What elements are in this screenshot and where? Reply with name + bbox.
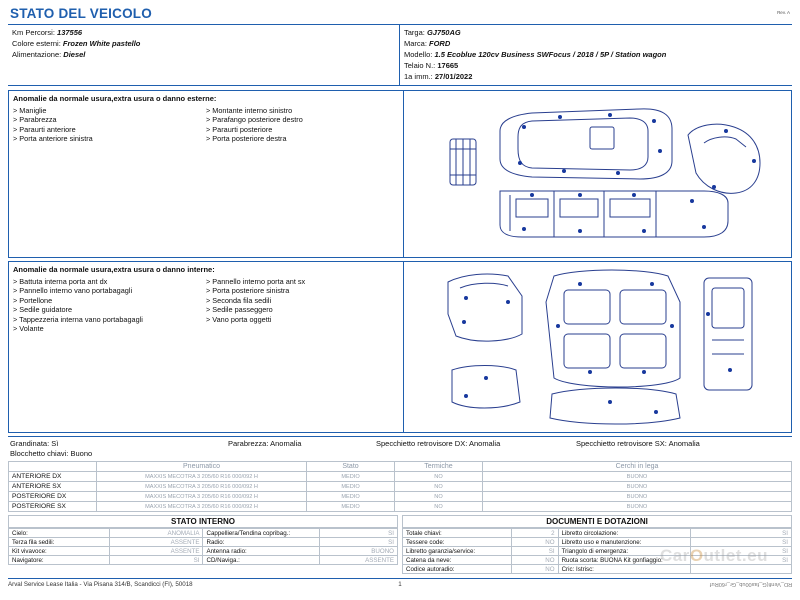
table-row: Navigatore: SI CD/Naviga.: ASSENTE [9, 556, 398, 565]
list-item: > Battuta interna porta ant dx [13, 277, 206, 286]
list-item: > Paraurti posteriore [206, 125, 399, 134]
ruota-scorta-cell: Ruota scorta: BUONA Kit gonfiaggio: [558, 556, 690, 565]
list-item: > Porta anteriore sinistra [13, 134, 206, 143]
documents-title: DOCUMENTI E DOTAZIONI [402, 515, 792, 528]
interior-status-section [8, 515, 398, 574]
note-grandinata: Grandinata: Sì [10, 439, 59, 448]
list-item: > Sedile passeggero [206, 305, 399, 314]
table-row: POSTERIORE DX MAXXIS MECOTRA 3 205/60 R16 000/092 H MEDIO NO BUONO [9, 492, 792, 502]
header-right-column [400, 25, 792, 85]
list-item: > Volante [13, 324, 206, 333]
table-row: Kit vivavoce: ASSENTE Antenna radio: BUONO [9, 547, 398, 556]
interior-status-title: STATO INTERNO [8, 515, 398, 528]
field-alimentazione: Alimentazione: Diesel [12, 50, 86, 59]
field-colore: Colore esterni: Frozen White pastello [12, 39, 141, 48]
list-item: > Maniglie [13, 106, 206, 115]
internal-anomalies-col2 [206, 277, 399, 333]
note-retrovisore-dx: Specchietto retrovisore DX: Anomalia [376, 439, 501, 448]
interior-left-panel [448, 274, 522, 341]
list-item: > Sedile guidatore [13, 305, 206, 314]
table-row: Tessere code: NO Libretto uso e manutenzione: SI [403, 538, 792, 547]
dashboard-view [550, 388, 680, 424]
tyres-th-termiche: Termiche [395, 462, 483, 472]
side-view-vehicle [500, 191, 728, 237]
table-row: Codice autoradio: NO Cric: Istrisc: [403, 565, 792, 574]
car-interior-svg [404, 262, 782, 432]
document-page [8, 4, 792, 588]
table-row: Totale chiavi: 2 Libretto circolazione: SI [403, 529, 792, 538]
list-item: > Parafango posteriore destro [206, 115, 399, 124]
table-row: Cielo: ANOMALIA Cappelliera/Tendina copribag.: SI [9, 529, 398, 538]
internal-vehicle-diagram [404, 262, 791, 432]
rear-view-vehicle [688, 124, 760, 193]
external-vehicle-diagram [404, 91, 791, 257]
page-title: STATO DEL VEICOLO [10, 6, 152, 21]
table-row: Catena da neve: NO Ruota scorta: BUONA Kit gonfiaggio: SI [403, 556, 792, 565]
cabin-top-view [546, 270, 680, 387]
field-modello: Modello: 1.5 Ecoblue 120cv Business SWFocus / 2018 / 5P / Station wagon [404, 50, 667, 59]
documents-table [402, 528, 792, 574]
boot-panel-view [704, 278, 752, 390]
field-targa: Targa: GJ750AG [404, 28, 461, 37]
tyres-table [8, 461, 792, 512]
footer-code: RD_Venfi(G_fas00ub_Gr_r60Ruf [709, 581, 792, 587]
revision-label: Rev. A [777, 10, 790, 15]
header-left-column [8, 25, 400, 85]
tyres-header-row [9, 462, 792, 472]
interior-status-table [8, 528, 398, 565]
cric-cell: Cric: Istrisc: [558, 565, 690, 574]
list-item: > Paraurti anteriore [13, 125, 206, 134]
list-item: > Pannello interno porta ant sx [206, 277, 399, 286]
watermark: CarOutlet.eu [659, 546, 768, 565]
field-km: Km Percorsi: 137556 [12, 28, 83, 37]
external-anomalies-col1 [13, 106, 206, 144]
external-anomalies-title: Anomalie da normale usura,extra usura o danno esterne: [13, 94, 217, 103]
table-row: Libretto garanzia/service: SI Triangolo di emergenza: SI [403, 547, 792, 556]
panels-container [8, 90, 792, 433]
tyres-th-blank [9, 462, 97, 472]
internal-anomalies-list [9, 262, 404, 432]
table-row: ANTERIORE SX MAXXIS MECOTRA 3 205/60 R16 000/092 H MEDIO NO BUONO [9, 482, 792, 492]
table-row: Terza fila sedili: ASSENTE Radio: SI [9, 538, 398, 547]
documents-section [402, 515, 792, 574]
list-item: > Pannello interno vano portabagagli [13, 286, 206, 295]
door-trim-view [452, 366, 520, 409]
field-immatricolazione: 1a imm.: 27/01/2022 [404, 72, 473, 81]
list-item: > Portellone [13, 296, 206, 305]
external-damage-panel [8, 90, 792, 258]
notes-row-section [8, 436, 792, 459]
note-blocchetto-chiavi: Blocchetto chiavi: Buono [10, 449, 93, 458]
table-row: ANTERIORE DX MAXXIS MECOTRA 3 205/60 R16 000/092 H MEDIO NO BUONO [9, 472, 792, 482]
tyres-th-pneumatico: Pneumatico [97, 462, 307, 472]
list-item: > Porta posteriore destra [206, 134, 399, 143]
list-item: > Seconda fila sedili [206, 296, 399, 305]
internal-anomalies-title: Anomalie da normale usura,extra usura o danno interne: [13, 265, 215, 274]
tyres-th-stato: Stato [307, 462, 395, 472]
vehicle-header [8, 24, 792, 86]
car-exterior-svg [404, 91, 782, 257]
tyres-th-cerchi: Cerchi in lega [483, 462, 792, 472]
field-telaio: Telaio N.: 17665 [404, 61, 459, 70]
top-view-vehicle [500, 109, 672, 179]
list-item: > Porta posteriore sinistra [206, 286, 399, 295]
front-view-icon [450, 139, 476, 185]
page-footer [8, 578, 792, 588]
footer-company: Arval Service Lease Italia - Via Pisana 314/B, Scandicci (FI), 50018 [8, 581, 193, 588]
internal-damage-panel [8, 261, 792, 433]
note-retrovisore-sx: Specchietto retrovisore SX: Anomalia [576, 439, 700, 448]
list-item: > Tappezzeria interna vano portabagagli [13, 315, 206, 324]
bottom-sections [8, 515, 792, 574]
list-item: > Montante interno sinistro [206, 106, 399, 115]
table-row: POSTERIORE SX MAXXIS MECOTRA 3 205/60 R16 000/092 H MEDIO NO BUONO [9, 502, 792, 512]
list-item: > Parabrezza [13, 115, 206, 124]
internal-anomalies-col1 [13, 277, 206, 333]
external-anomalies-col2 [206, 106, 399, 144]
note-parabrezza: Parabrezza: Anomalia [228, 439, 302, 448]
field-marca: Marca: FORD [404, 39, 451, 48]
external-anomalies-list [9, 91, 404, 257]
footer-page-number: 1 [398, 581, 402, 588]
list-item: > Vano porta oggetti [206, 315, 399, 324]
